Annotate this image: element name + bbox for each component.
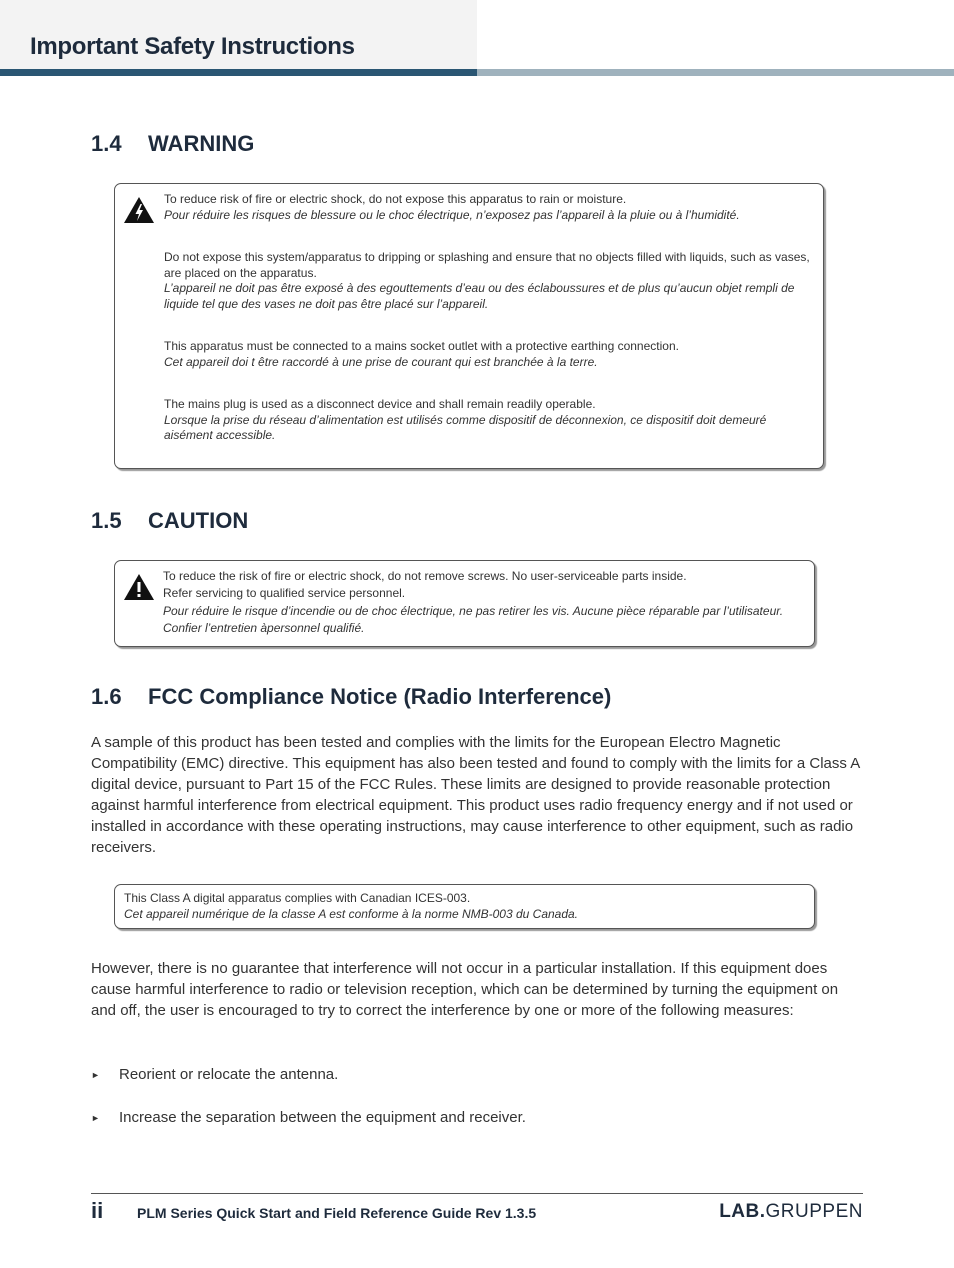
header-rule-light [477, 69, 954, 76]
caution-message-fr: Pour réduire le risque d’incendie ou de choc électrique, ne pas retirer les vis. Aucune pièce réparable par l’utilisateur. Confier l’entretien àpersonnel qualifié. [163, 604, 784, 635]
canada-notice-fr: Cet appareil numérique de la classe A est conforme à la norme NMB-003 du Canada. [124, 906, 579, 921]
footer-rule [91, 1193, 863, 1194]
warning-message-2 [164, 250, 814, 312]
page-number: ii [91, 1198, 104, 1223]
canada-notice [124, 891, 804, 922]
section-title: WARNING [148, 131, 255, 156]
section-number: 1.6 [91, 684, 122, 709]
warning-message-en: This apparatus must be connected to a mains socket outlet with a protective earthing connection. [164, 339, 679, 353]
warning-message-4 [164, 397, 794, 444]
warning-box [114, 183, 824, 469]
canada-notice-box [114, 884, 815, 929]
section-number: 1.4 [91, 131, 122, 156]
fcc-heading [91, 684, 611, 710]
warning-heading [91, 131, 254, 157]
header-rule-dark [0, 69, 477, 76]
section-title: FCC Compliance Notice (Radio Interference) [148, 684, 612, 709]
section-number: 1.5 [91, 508, 122, 533]
brand-part-1: LAB. [719, 1201, 766, 1222]
lightning-warning-icon [123, 196, 155, 224]
bullet-marker: ► [91, 1112, 100, 1123]
bullet-marker: ► [91, 1069, 100, 1080]
warning-message-fr: Cet appareil doi t être raccordé à une prise de courant qui est branchée à la terre. [164, 354, 598, 369]
warning-message-1 [164, 192, 814, 223]
warning-message-en: The mains plug is used as a disconnect device and shall remain readily operable. [164, 397, 596, 411]
brand-part-2: GRUPPEN [765, 1201, 863, 1222]
canada-notice-en: This Class A digital apparatus complies with Canadian ICES-003. [124, 891, 471, 905]
warning-message-fr: Pour réduire les risques de blessure ou le choc électrique, n’exposez pas l’appareil à la pluie ou à l’humidité. [164, 207, 740, 222]
fcc-paragraph-2: However, there is no guarantee that interference will not occur in a particular installation. If this equipment does cause harmful interference to radio or television reception, which can be determined by turning the equipment on and off, the user is encouraged to try to correct the interference by one or more of the following measures: [91, 960, 839, 1019]
warning-message-3 [164, 339, 814, 370]
page-title: Important Safety Instructions [30, 33, 355, 60]
guide-title: PLM Series Quick Start and Field Reference Guide Rev 1.3.5 [137, 1205, 537, 1221]
warning-message-en: To reduce risk of fire or electric shock, do not expose this apparatus to rain or moisture. [164, 192, 627, 206]
warning-message-fr: Lorsque la prise du réseau d’alimentation est utilisés comme dispositif de déconnexion, ce dispositif doit demeuré aisément accessible. [164, 412, 767, 442]
caution-message-en-line2: Refer servicing to qualified service personnel. [163, 585, 406, 600]
list-item [91, 1066, 338, 1083]
caution-box [114, 560, 815, 647]
list-item [91, 1109, 526, 1126]
section-title: CAUTION [148, 508, 249, 533]
warning-message-fr: L’appareil ne doit pas être exposé à des egouttements d’eau ou des éclaboussures et de plus qu’aucun objet rempli de liquide tel que des vases ne doit pas être placé sur l’appareil. [164, 281, 795, 311]
warning-message-en: Do not expose this system/apparatus to dripping or splashing and ensure that no objects filled with liquids, such as vases, are placed on the apparatus. [164, 250, 810, 280]
caution-heading [91, 508, 248, 534]
exclamation-warning-icon [123, 573, 155, 601]
bullet-text: Reorient or relocate the antenna. [119, 1066, 339, 1083]
caution-message [163, 569, 793, 637]
fcc-paragraph-1: A sample of this product has been tested and complies with the limits for the European Electro Magnetic Compatibility (EMC) directive. This equipment has also been tested and found to comply with the limits for a Class A digital device, pursuant to Part 15 of the FCC Rules. These limits are designed to provide reasonable protection against harmful interference from electrical equipment. This product uses radio frequency energy and if not used or installed in accordance with these operating instructions, may cause interference to other equipment, such as radio receivers. [91, 734, 860, 856]
bullet-text: Increase the separation between the equipment and receiver. [119, 1109, 526, 1126]
caution-message-en-line1: To reduce the risk of fire or electric shock, do not remove screws. No user-serviceable parts inside. [163, 569, 687, 583]
brand-logo [719, 1201, 863, 1223]
